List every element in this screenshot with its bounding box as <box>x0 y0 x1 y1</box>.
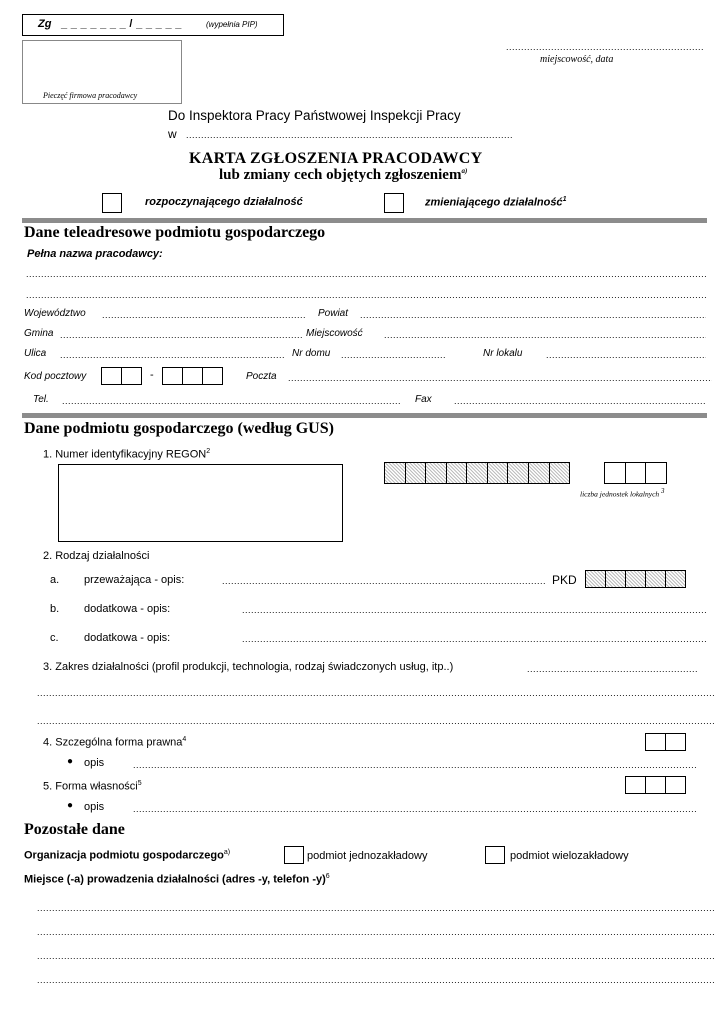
apartment-number-field[interactable] <box>546 348 706 360</box>
section-heading-other: Pozostałe dane <box>24 821 125 838</box>
postal-code-part1[interactable] <box>101 367 142 385</box>
regon-label <box>43 448 210 461</box>
postal-code-part2[interactable] <box>162 367 223 385</box>
activity-additional-2-field[interactable] <box>242 632 706 644</box>
business-places-text: Miejsce (-a) prowadzenia działalności (adres -y, telefon -y) <box>24 873 326 886</box>
section-heading-contact: Dane teleadresowe podmiotu gospodarczego <box>24 224 326 241</box>
activity-b-marker: b. <box>50 603 60 615</box>
multi-plant-checkbox[interactable] <box>485 846 505 864</box>
voivodeship-field[interactable] <box>102 308 305 320</box>
form-subtitle-sup: a) <box>461 167 468 175</box>
post-office-field[interactable] <box>288 371 712 383</box>
pkd-label: PKD <box>552 573 577 587</box>
ownership-desc-label: opis <box>84 801 105 813</box>
phone-field[interactable] <box>62 394 400 406</box>
organization-label <box>24 849 230 862</box>
business-places-field-2[interactable] <box>37 925 715 937</box>
addressee-city-field[interactable] <box>186 128 513 140</box>
business-places-label <box>24 873 330 886</box>
regon-stamp-box[interactable] <box>58 464 343 542</box>
stamp-label: Pieczęć firmowa pracodawcy <box>43 91 138 100</box>
postal-code-separator: - <box>150 369 154 381</box>
change-activity-sup: 1 <box>562 196 567 203</box>
town-label: Miejscowość <box>306 328 363 339</box>
activity-scope-field-1[interactable] <box>527 662 698 674</box>
business-places-field-4[interactable] <box>37 973 715 985</box>
activity-scope-field-3[interactable] <box>37 714 715 726</box>
pkd-code-cells[interactable] <box>585 570 686 588</box>
full-name-line-2[interactable] <box>26 288 706 300</box>
phone-label: Tel. <box>33 394 49 405</box>
section-heading-gus: Dane podmiotu gospodarczego (według GUS) <box>24 420 334 437</box>
activity-additional-2-label: dodatkowa - opis: <box>84 632 171 644</box>
commune-field[interactable] <box>60 328 302 340</box>
organization-sup: a) <box>223 849 231 856</box>
local-units-label <box>580 487 665 499</box>
change-activity-text: zmieniającego działalność <box>425 196 563 209</box>
fax-field[interactable] <box>454 394 706 406</box>
ownership-sup: 5 <box>137 780 142 787</box>
activity-type-label: 2. Rodzaj działalności <box>43 550 150 562</box>
legal-form-desc-label: opis <box>84 757 105 769</box>
change-activity-label <box>425 196 566 209</box>
activity-scope-label: 3. Zakres działalności (profil produkcji, technologia, rodzaj świadczonych usług, itp..) <box>43 661 454 673</box>
single-plant-checkbox[interactable] <box>284 846 304 864</box>
apartment-number-label: Nr lokalu <box>483 348 523 359</box>
change-activity-checkbox[interactable] <box>384 193 404 213</box>
organization-text: Organizacja podmiotu gospodarczego <box>24 849 224 862</box>
form-subtitle <box>219 167 467 184</box>
county-field[interactable] <box>360 308 706 320</box>
place-date-field[interactable] <box>506 40 704 52</box>
zg-box <box>22 14 284 36</box>
activity-c-marker: c. <box>50 632 59 644</box>
bullet-icon: ● <box>67 800 74 811</box>
single-plant-label: podmiot jednozakładowy <box>307 850 428 862</box>
local-units-cells[interactable] <box>604 462 667 484</box>
business-places-field-1[interactable] <box>37 901 715 913</box>
activity-additional-1-field[interactable] <box>242 603 706 615</box>
house-number-label: Nr domu <box>292 348 331 359</box>
regon-label-text: 1. Numer identyfikacyjny REGON <box>43 448 207 461</box>
regon-sup: 2 <box>206 448 211 455</box>
legal-form-text: 4. Szczególna forma prawna <box>43 736 183 749</box>
zg-blanks: _ _ _ _ _ _ _ / _ _ _ _ _ <box>61 18 182 30</box>
legal-form-sup: 4 <box>182 736 187 743</box>
zg-label: Zg <box>38 18 52 30</box>
zg-note: (wypełnia PIP) <box>206 20 258 29</box>
form-subtitle-text: lub zmiany cech objętych zgłoszeniem <box>219 167 462 183</box>
activity-main-field[interactable] <box>222 574 546 586</box>
ownership-desc-field[interactable] <box>133 802 696 814</box>
multi-plant-label: podmiot wielozakładowy <box>510 850 629 862</box>
postal-code-label: Kod pocztowy <box>24 371 87 382</box>
county-label: Powiat <box>318 308 349 319</box>
local-units-text: liczba jednostek lokalnych <box>580 489 660 499</box>
street-label: Ulica <box>24 348 47 359</box>
activity-scope-field-2[interactable] <box>37 686 715 698</box>
legal-form-cells[interactable] <box>645 733 686 751</box>
street-field[interactable] <box>60 348 285 360</box>
full-name-line-1[interactable] <box>26 267 706 279</box>
house-number-field[interactable] <box>341 348 445 360</box>
form-title: KARTA ZGŁOSZENIA PRACODAWCY <box>189 150 483 167</box>
business-places-field-3[interactable] <box>37 949 715 961</box>
local-units-sup: 3 <box>661 487 665 495</box>
ownership-text: 5. Forma własności <box>43 780 138 793</box>
full-name-label: Pełna nazwa pracodawcy: <box>27 248 163 260</box>
fax-label: Fax <box>415 394 432 405</box>
voivodeship-label: Województwo <box>24 308 86 319</box>
section-divider-2 <box>22 413 707 418</box>
town-field[interactable] <box>384 328 706 340</box>
place-date-label: miejscowość, data <box>540 54 614 65</box>
addressee-line: Do Inspektora Pracy Państwowej Inspekcji Pracy <box>168 108 461 123</box>
regon-number-cells[interactable] <box>384 462 570 484</box>
activity-main-label: przeważająca - opis: <box>84 574 185 586</box>
ownership-cells[interactable] <box>625 776 686 794</box>
commune-label: Gmina <box>24 328 54 339</box>
business-places-sup: 6 <box>325 873 330 880</box>
activity-a-marker: a. <box>50 574 60 586</box>
bullet-icon: ● <box>67 756 74 767</box>
start-activity-checkbox[interactable] <box>102 193 122 213</box>
legal-form-label <box>43 736 186 749</box>
section-divider-1 <box>22 218 707 223</box>
post-office-label: Poczta <box>246 371 277 382</box>
activity-additional-1-label: dodatkowa - opis: <box>84 603 171 615</box>
ownership-label <box>43 780 142 793</box>
start-activity-label: rozpoczynającego działalność <box>145 196 303 208</box>
legal-form-desc-field[interactable] <box>133 758 696 770</box>
company-stamp-box <box>22 40 182 104</box>
addressee-city-prefix: w <box>168 127 177 141</box>
